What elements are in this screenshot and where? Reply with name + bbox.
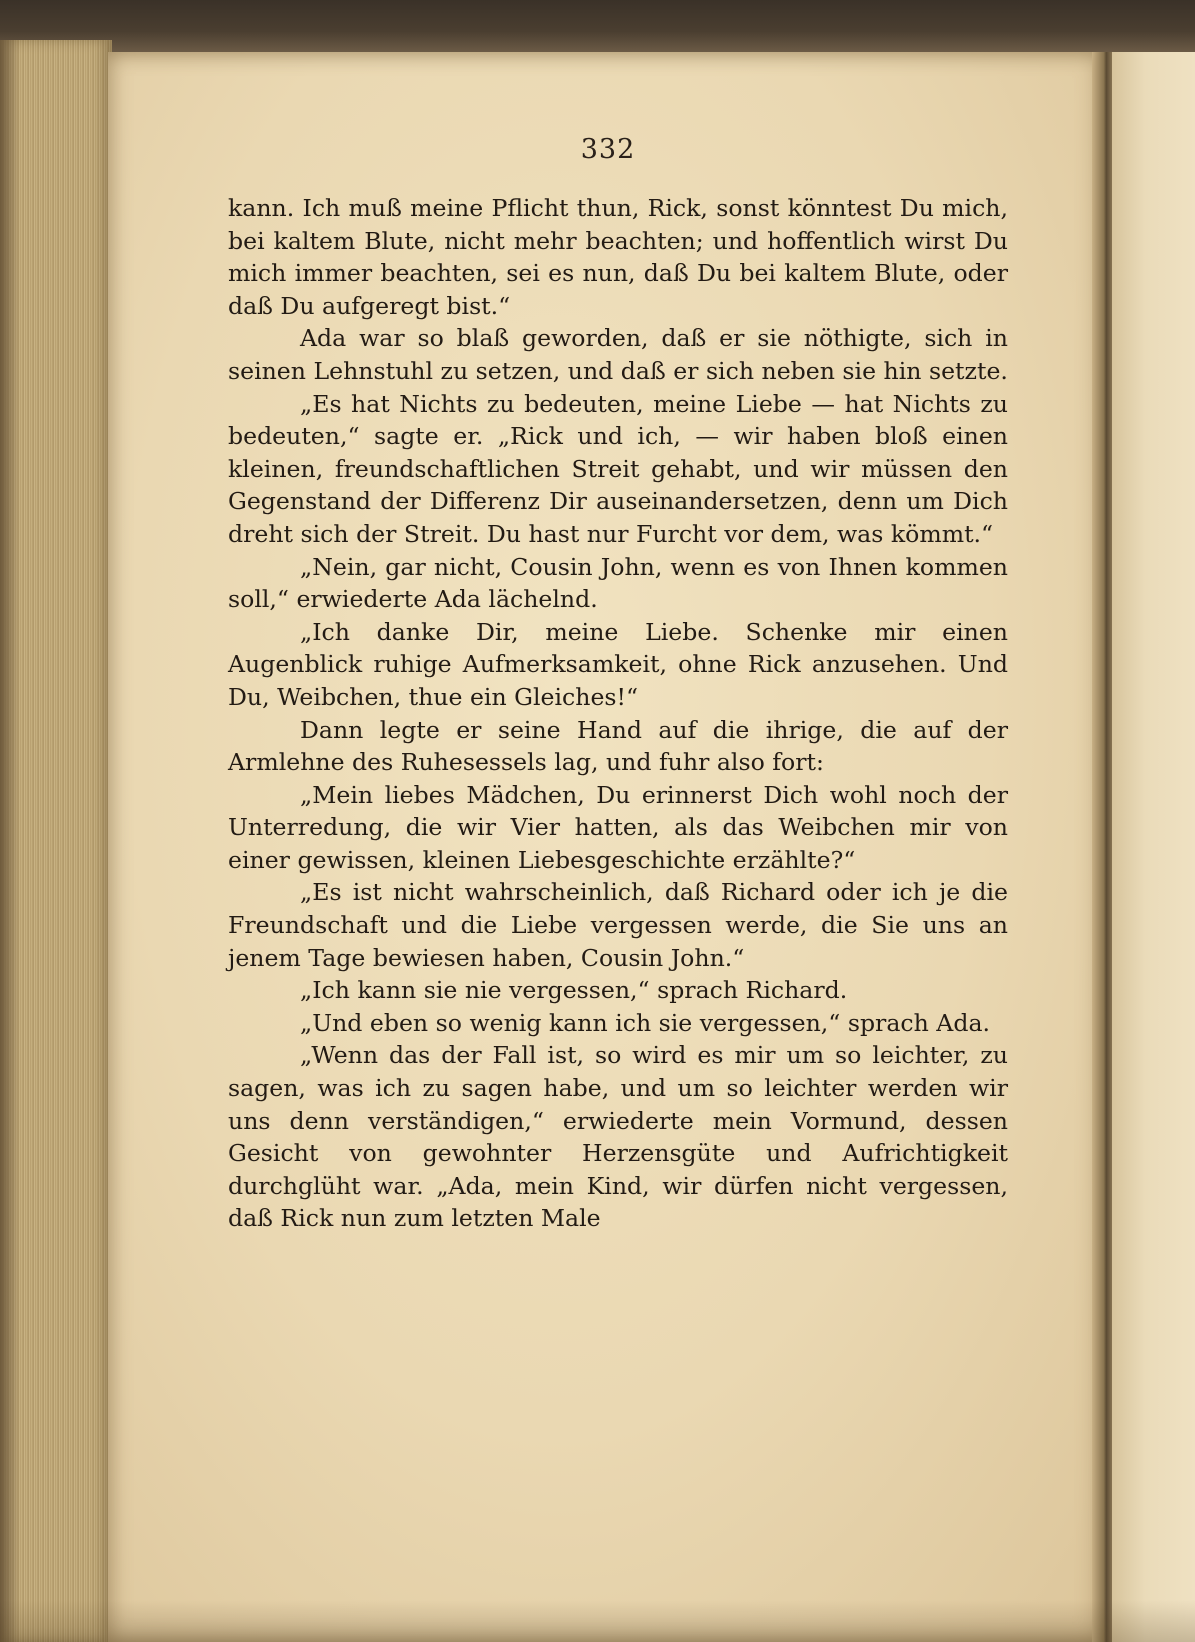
facing-page: [1112, 52, 1195, 1642]
book-page: [108, 52, 1108, 1642]
paragraph: „Ich kann sie nie vergessen,“ sprach Richard.: [300, 976, 848, 1005]
paragraph: Dann legte er seine Hand auf die ihrige, die auf der Armlehne des Ruhesessels lag, und fuhr also fort:: [228, 715, 1008, 777]
page-edges: [0, 40, 112, 1642]
paragraph: kann. Ich muß meine Pflicht thun, Rick, sonst könntest Du mich, bei kaltem Blute, nicht mehr beachten; und hoffentlich wirst Du mich immer beachten, sei es nun, daß Du bei kaltem Blute, oder daß Du aufgeregt bist.“: [228, 194, 1008, 320]
paragraph: „Und eben so wenig kann ich sie vergessen,“ sprach Ada.: [300, 1008, 991, 1037]
paragraph: „Es ist nicht wahrscheinlich, daß Richard oder ich je die Freundschaft und die Liebe vergessen werde, die Sie uns an jenem Tage bewiesen haben, Cousin John.“: [228, 878, 1008, 972]
paragraph: „Ich danke Dir, meine Liebe. Schenke mir einen Augenblick ruhige Aufmerksamkeit, ohne Rick anzusehen. Und Du, Weibchen, thue ein Gleiches!“: [228, 617, 1008, 711]
paragraph: „Es hat Nichts zu bedeuten, meine Liebe — hat Nichts zu bedeuten,“ sagte er. „Rick und ich, — wir haben bloß einen kleinen, freundschaftlichen Streit gehabt, und wir müssen den Gegenstand der Differenz Dir auseinandersetzen, denn um Dich dreht sich der Streit. Du hast nur Furcht vor dem, was kömmt.“: [228, 389, 1008, 548]
book-cover-edge: [0, 0, 1195, 52]
paragraph: Ada war so blaß geworden, daß er sie nöthigte, sich in seinen Lehnstuhl zu setzen, und daß er sich neben sie hin setzte.: [228, 324, 1008, 385]
page-bottom-shadow: [0, 1600, 1195, 1642]
paragraph: „Wenn das der Fall ist, so wird es mir um so leichter, zu sagen, was ich zu sagen habe, und um so leichter werden wir uns denn verständigen,“ erwiederte mein Vormund, dessen Gesicht von gewohnter Herzensgüte und Aufrichtigkeit durchglüht war. „Ada, mein Kind, wir dürfen nicht vergessen, daß Rick nun zum letzten Male: [228, 1041, 1008, 1233]
paragraph: „Nein, gar nicht, Cousin John, wenn es von Ihnen kommen soll,“ erwiederte Ada lächelnd.: [228, 552, 1008, 614]
page-number: 332: [580, 134, 636, 165]
page-text: [228, 192, 1008, 1235]
paragraph: „Mein liebes Mädchen, Du erinnerst Dich wohl noch der Unterredung, die wir Vier hatten, als das Weibchen mir von einer gewissen, kleinen Liebesgeschichte erzählte?“: [228, 780, 1008, 874]
